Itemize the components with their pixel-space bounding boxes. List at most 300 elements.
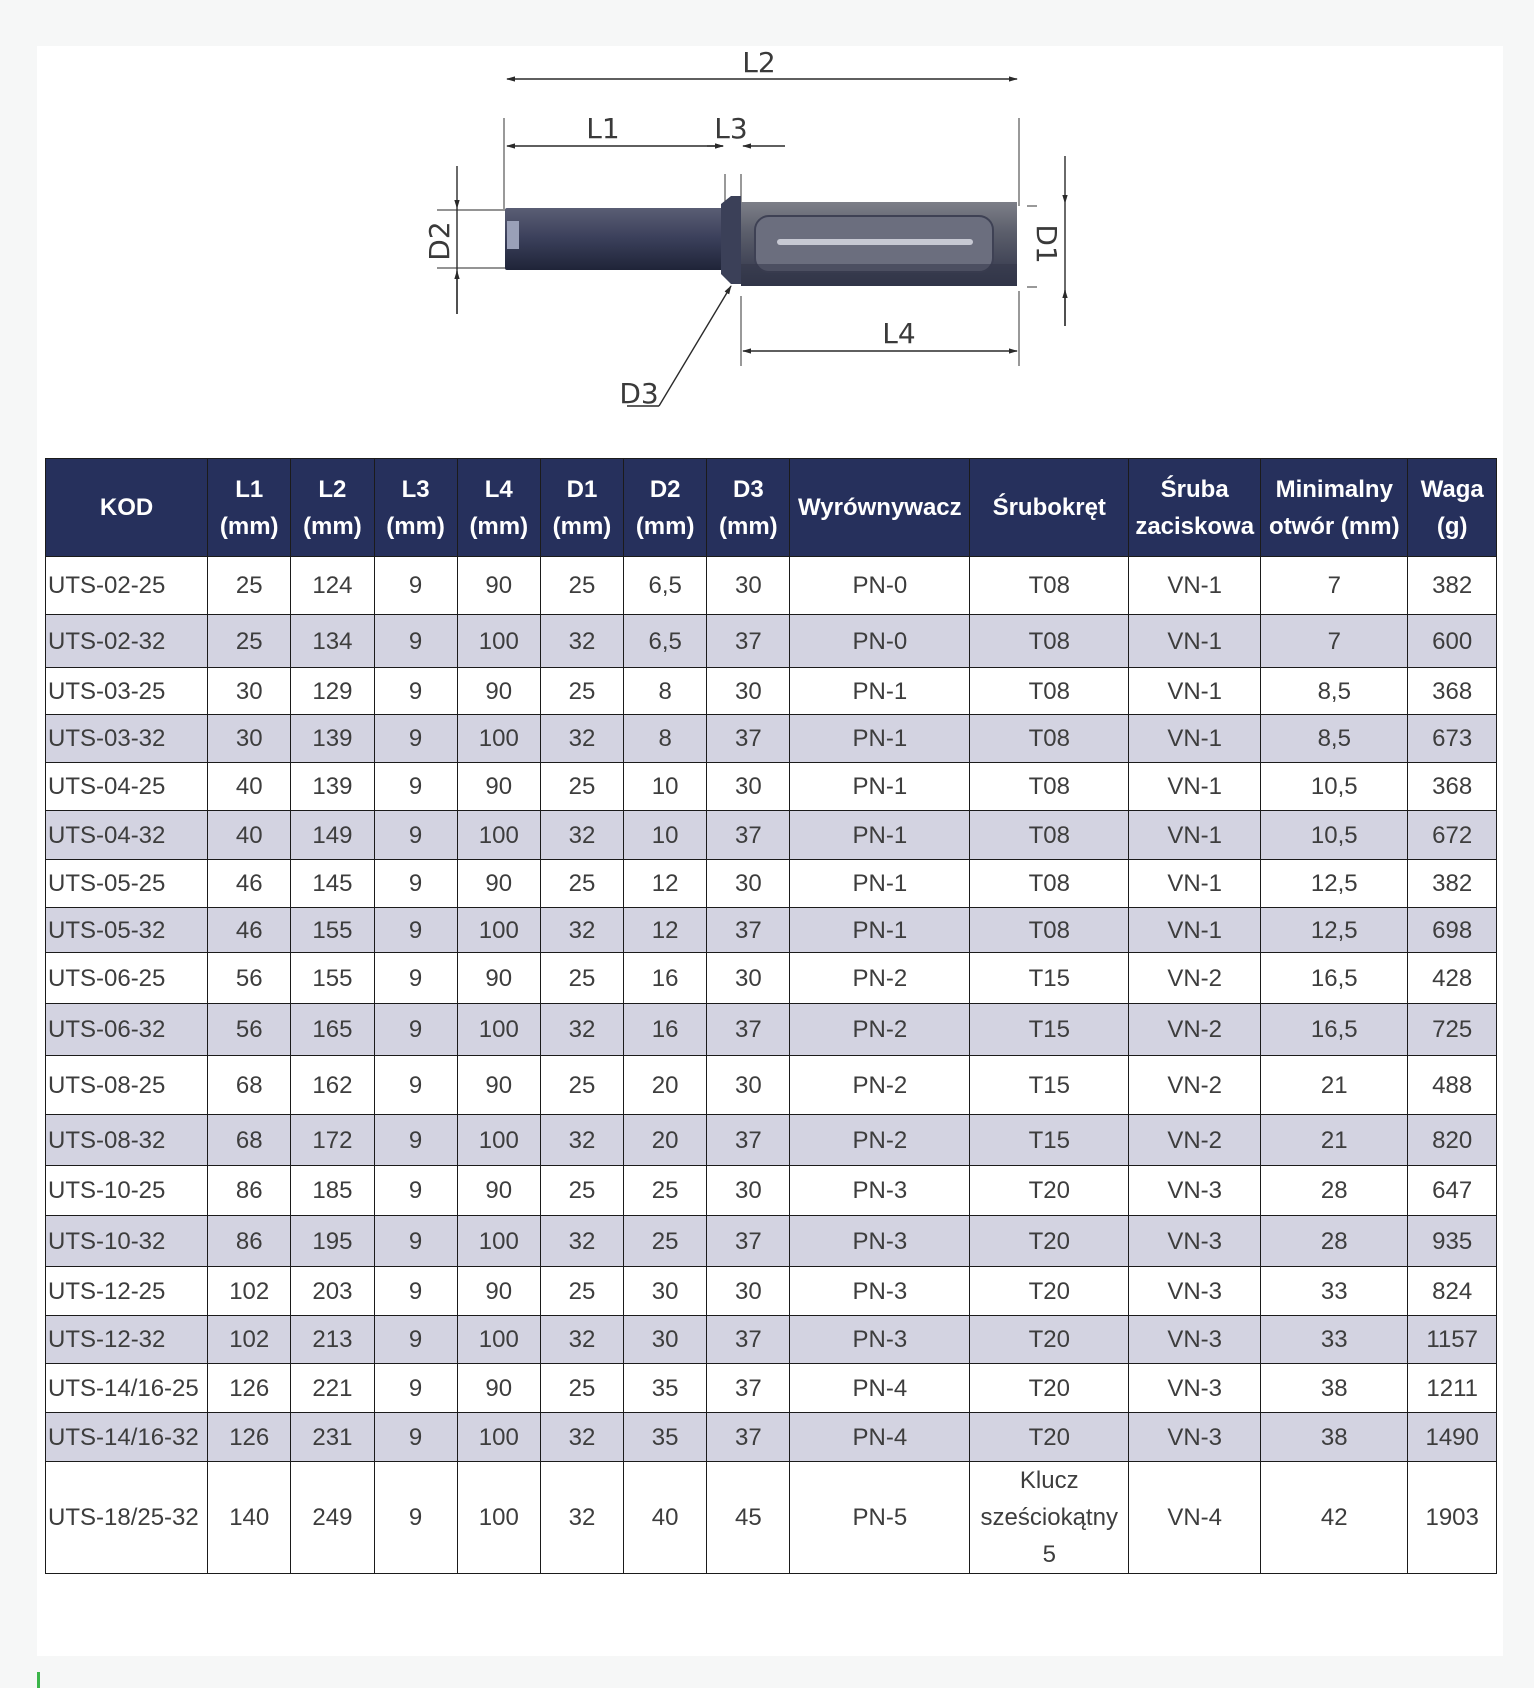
table-row bbox=[46, 908, 1497, 953]
header-sruba-zaciskowa bbox=[1129, 459, 1261, 557]
cell-l2: 139 bbox=[291, 763, 374, 811]
cell-l4: 90 bbox=[457, 1267, 540, 1316]
cell-d3: 37 bbox=[707, 1316, 790, 1364]
cell-d1: 32 bbox=[540, 615, 623, 668]
cell-sruba-zaciskowa: VN-3 bbox=[1129, 1166, 1261, 1216]
cell-srubokret: T20 bbox=[970, 1413, 1129, 1462]
cell-waga: 488 bbox=[1408, 1056, 1497, 1115]
cell-srubokret: T20 bbox=[970, 1267, 1129, 1316]
header-d2 bbox=[624, 459, 707, 557]
cell-sruba-zaciskowa: VN-1 bbox=[1129, 811, 1261, 860]
cell-waga: 382 bbox=[1408, 860, 1497, 908]
cell-l3: 9 bbox=[374, 1115, 457, 1166]
cell-d2: 30 bbox=[624, 1267, 707, 1316]
label-d1: D1 bbox=[1030, 224, 1063, 264]
cell-l1: 56 bbox=[208, 953, 291, 1004]
header-text: (mm) bbox=[552, 512, 612, 540]
cell-kod: UTS-05-32 bbox=[46, 908, 208, 953]
cell-srubokret: Klucz sześciokątny 5 bbox=[970, 1462, 1129, 1574]
table-row bbox=[46, 615, 1497, 668]
cell-sruba-zaciskowa: VN-3 bbox=[1129, 1413, 1261, 1462]
cell-minimalny-otwor: 42 bbox=[1261, 1462, 1408, 1574]
cell-l2: 165 bbox=[291, 1004, 374, 1056]
cell-wyrownywacz: PN-3 bbox=[790, 1216, 970, 1267]
cell-sruba-zaciskowa: VN-1 bbox=[1129, 763, 1261, 811]
cell-waga: 428 bbox=[1408, 953, 1497, 1004]
table-row bbox=[46, 557, 1497, 615]
cell-d2: 20 bbox=[624, 1056, 707, 1115]
cell-minimalny-otwor: 7 bbox=[1261, 557, 1408, 615]
cell-l2: 134 bbox=[291, 615, 374, 668]
cell-d3: 30 bbox=[707, 1056, 790, 1115]
cell-l3: 9 bbox=[374, 908, 457, 953]
cell-minimalny-otwor: 33 bbox=[1261, 1267, 1408, 1316]
cell-d2: 30 bbox=[624, 1316, 707, 1364]
cell-d3: 30 bbox=[707, 668, 790, 715]
cell-wyrownywacz: PN-2 bbox=[790, 1115, 970, 1166]
cell-minimalny-otwor: 33 bbox=[1261, 1316, 1408, 1364]
cell-minimalny-otwor: 38 bbox=[1261, 1364, 1408, 1413]
header-text: D3 bbox=[733, 475, 764, 503]
cell-minimalny-otwor: 7 bbox=[1261, 615, 1408, 668]
cell-d1: 32 bbox=[540, 715, 623, 763]
cell-minimalny-otwor: 38 bbox=[1261, 1413, 1408, 1462]
cell-srubokret: T08 bbox=[970, 668, 1129, 715]
cell-sruba-zaciskowa: VN-1 bbox=[1129, 615, 1261, 668]
cell-waga: 368 bbox=[1408, 668, 1497, 715]
cell-d2: 12 bbox=[624, 908, 707, 953]
tool-dimension-diagram bbox=[37, 46, 1503, 456]
cell-kod: UTS-10-25 bbox=[46, 1166, 208, 1216]
cell-sruba-zaciskowa: VN-2 bbox=[1129, 1004, 1261, 1056]
cell-l1: 86 bbox=[208, 1166, 291, 1216]
cell-d2: 25 bbox=[624, 1166, 707, 1216]
cell-l3: 9 bbox=[374, 1267, 457, 1316]
cell-l1: 25 bbox=[208, 557, 291, 615]
header-text: Minimalny bbox=[1275, 475, 1393, 503]
cell-kod: UTS-05-25 bbox=[46, 860, 208, 908]
cell-kod: UTS-14/16-25 bbox=[46, 1364, 208, 1413]
cell-kod: UTS-08-32 bbox=[46, 1115, 208, 1166]
cell-waga: 673 bbox=[1408, 715, 1497, 763]
cell-l1: 126 bbox=[208, 1364, 291, 1413]
cell-srubokret: T15 bbox=[970, 953, 1129, 1004]
cell-waga: 1157 bbox=[1408, 1316, 1497, 1364]
cell-l1: 86 bbox=[208, 1216, 291, 1267]
cell-minimalny-otwor: 16,5 bbox=[1261, 1004, 1408, 1056]
cell-minimalny-otwor: 10,5 bbox=[1261, 811, 1408, 860]
header-text: (mm) bbox=[219, 512, 279, 540]
cell-l3: 9 bbox=[374, 1166, 457, 1216]
cell-wyrownywacz: PN-5 bbox=[790, 1462, 970, 1574]
cell-d2: 35 bbox=[624, 1364, 707, 1413]
cell-d1: 25 bbox=[540, 860, 623, 908]
cell-waga: 1211 bbox=[1408, 1364, 1497, 1413]
cell-l4: 100 bbox=[457, 715, 540, 763]
cell-l1: 102 bbox=[208, 1316, 291, 1364]
header-minimalny-otwor bbox=[1261, 459, 1408, 557]
cell-l1: 46 bbox=[208, 908, 291, 953]
cell-kod: UTS-12-25 bbox=[46, 1267, 208, 1316]
cell-d3: 37 bbox=[707, 908, 790, 953]
cell-waga: 725 bbox=[1408, 1004, 1497, 1056]
table-row bbox=[46, 860, 1497, 908]
cell-l3: 9 bbox=[374, 763, 457, 811]
cell-l4: 90 bbox=[457, 763, 540, 811]
cell-l3: 9 bbox=[374, 1462, 457, 1574]
label-l2: L2 bbox=[742, 46, 776, 79]
cell-wyrownywacz: PN-1 bbox=[790, 715, 970, 763]
cell-wyrownywacz: PN-2 bbox=[790, 953, 970, 1004]
header-text: Śrubokręt bbox=[992, 494, 1106, 521]
content-card bbox=[37, 46, 1503, 1656]
cell-wyrownywacz: PN-1 bbox=[790, 763, 970, 811]
cell-l2: 162 bbox=[291, 1056, 374, 1115]
label-l4: L4 bbox=[882, 317, 916, 350]
cell-l4: 100 bbox=[457, 1316, 540, 1364]
label-d2: D2 bbox=[423, 221, 456, 261]
cell-minimalny-otwor: 12,5 bbox=[1261, 908, 1408, 953]
cell-l4: 100 bbox=[457, 908, 540, 953]
header-text: (mm) bbox=[719, 512, 778, 540]
cell-l4: 90 bbox=[457, 1364, 540, 1413]
cell-d2: 20 bbox=[624, 1115, 707, 1166]
cell-d2: 16 bbox=[624, 953, 707, 1004]
cell-l2: 231 bbox=[291, 1413, 374, 1462]
cell-kod: UTS-02-25 bbox=[46, 557, 208, 615]
table-row bbox=[46, 763, 1497, 811]
cell-d1: 32 bbox=[540, 1004, 623, 1056]
cell-wyrownywacz: PN-1 bbox=[790, 908, 970, 953]
cell-wyrownywacz: PN-1 bbox=[790, 860, 970, 908]
cell-d2: 10 bbox=[624, 763, 707, 811]
cell-l2: 195 bbox=[291, 1216, 374, 1267]
cell-waga: 824 bbox=[1408, 1267, 1497, 1316]
cell-l3: 9 bbox=[374, 1364, 457, 1413]
cell-srubokret: T08 bbox=[970, 557, 1129, 615]
header-text: (g) bbox=[1436, 512, 1468, 540]
cell-l4: 100 bbox=[457, 615, 540, 668]
label-d3: D3 bbox=[619, 377, 659, 410]
cell-srubokret: T08 bbox=[970, 715, 1129, 763]
specification-table bbox=[45, 458, 1497, 1574]
technical-drawing bbox=[37, 46, 1503, 456]
cell-d3: 45 bbox=[707, 1462, 790, 1574]
cell-l3: 9 bbox=[374, 1216, 457, 1267]
cell-l2: 129 bbox=[291, 668, 374, 715]
cell-d2: 40 bbox=[624, 1462, 707, 1574]
cell-l1: 40 bbox=[208, 763, 291, 811]
cell-d2: 35 bbox=[624, 1413, 707, 1462]
cell-d3: 37 bbox=[707, 1115, 790, 1166]
cell-d1: 25 bbox=[540, 1364, 623, 1413]
cell-d3: 37 bbox=[707, 1413, 790, 1462]
cell-sruba-zaciskowa: VN-1 bbox=[1129, 557, 1261, 615]
cell-d2: 16 bbox=[624, 1004, 707, 1056]
header-wyrownywacz bbox=[790, 459, 970, 557]
cell-d2: 10 bbox=[624, 811, 707, 860]
table-row bbox=[46, 811, 1497, 860]
cell-wyrownywacz: PN-2 bbox=[790, 1056, 970, 1115]
table-row bbox=[46, 1004, 1497, 1056]
cell-l1: 25 bbox=[208, 615, 291, 668]
table-row bbox=[46, 1216, 1497, 1267]
cell-srubokret: T15 bbox=[970, 1056, 1129, 1115]
cell-d3: 37 bbox=[707, 1216, 790, 1267]
cell-l2: 124 bbox=[291, 557, 374, 615]
cell-kod: UTS-12-32 bbox=[46, 1316, 208, 1364]
cell-l4: 100 bbox=[457, 1115, 540, 1166]
header-l3 bbox=[374, 459, 457, 557]
cell-d2: 8 bbox=[624, 715, 707, 763]
table-row bbox=[46, 953, 1497, 1004]
cell-wyrownywacz: PN-3 bbox=[790, 1316, 970, 1364]
cell-sruba-zaciskowa: VN-2 bbox=[1129, 1115, 1261, 1166]
cell-d2: 25 bbox=[624, 1216, 707, 1267]
table-row bbox=[46, 1364, 1497, 1413]
cell-l2: 139 bbox=[291, 715, 374, 763]
cell-sruba-zaciskowa: VN-1 bbox=[1129, 715, 1261, 763]
cell-minimalny-otwor: 28 bbox=[1261, 1216, 1408, 1267]
cell-sruba-zaciskowa: VN-3 bbox=[1129, 1364, 1261, 1413]
header-text: (mm) bbox=[303, 512, 362, 540]
cell-d2: 6,5 bbox=[624, 557, 707, 615]
cell-d1: 25 bbox=[540, 557, 623, 615]
table-row bbox=[46, 1316, 1497, 1364]
header-l2 bbox=[291, 459, 374, 557]
cell-d3: 37 bbox=[707, 1004, 790, 1056]
cell-minimalny-otwor: 16,5 bbox=[1261, 953, 1408, 1004]
cell-kod: UTS-02-32 bbox=[46, 615, 208, 668]
cell-srubokret: T20 bbox=[970, 1166, 1129, 1216]
cell-sruba-zaciskowa: VN-3 bbox=[1129, 1267, 1261, 1316]
cell-waga: 698 bbox=[1408, 908, 1497, 953]
table-row bbox=[46, 1462, 1497, 1574]
cell-sruba-zaciskowa: VN-1 bbox=[1129, 908, 1261, 953]
cell-d1: 25 bbox=[540, 953, 623, 1004]
cell-l1: 102 bbox=[208, 1267, 291, 1316]
cell-d3: 30 bbox=[707, 1267, 790, 1316]
cell-l3: 9 bbox=[374, 1056, 457, 1115]
cell-l2: 145 bbox=[291, 860, 374, 908]
cell-l1: 46 bbox=[208, 860, 291, 908]
header-text: D2 bbox=[649, 475, 681, 503]
cell-kod: UTS-10-32 bbox=[46, 1216, 208, 1267]
cell-wyrownywacz: PN-3 bbox=[790, 1267, 970, 1316]
accent-bar bbox=[37, 1672, 40, 1688]
cell-waga: 1490 bbox=[1408, 1413, 1497, 1462]
cell-minimalny-otwor: 8,5 bbox=[1261, 715, 1408, 763]
cell-l1: 30 bbox=[208, 668, 291, 715]
cell-sruba-zaciskowa: VN-3 bbox=[1129, 1216, 1261, 1267]
cell-d1: 25 bbox=[540, 1267, 623, 1316]
cell-minimalny-otwor: 21 bbox=[1261, 1056, 1408, 1115]
cell-kod: UTS-03-32 bbox=[46, 715, 208, 763]
cell-d3: 37 bbox=[707, 615, 790, 668]
cell-waga: 382 bbox=[1408, 557, 1497, 615]
cell-l1: 56 bbox=[208, 1004, 291, 1056]
cell-l2: 203 bbox=[291, 1267, 374, 1316]
cell-d3: 30 bbox=[707, 860, 790, 908]
cell-minimalny-otwor: 10,5 bbox=[1261, 763, 1408, 811]
cell-l4: 90 bbox=[457, 860, 540, 908]
cell-sruba-zaciskowa: VN-2 bbox=[1129, 953, 1261, 1004]
cell-srubokret: T20 bbox=[970, 1216, 1129, 1267]
cell-kod: UTS-06-32 bbox=[46, 1004, 208, 1056]
cell-kod: UTS-06-25 bbox=[46, 953, 208, 1004]
cell-l2: 249 bbox=[291, 1462, 374, 1574]
header-kod bbox=[46, 459, 208, 557]
cell-d3: 30 bbox=[707, 1166, 790, 1216]
label-l3: L3 bbox=[714, 112, 748, 145]
table-row bbox=[46, 1115, 1497, 1166]
cell-d2: 6,5 bbox=[624, 615, 707, 668]
cell-l4: 100 bbox=[457, 811, 540, 860]
cell-l3: 9 bbox=[374, 715, 457, 763]
cell-l2: 185 bbox=[291, 1166, 374, 1216]
cell-l2: 221 bbox=[291, 1364, 374, 1413]
table-body bbox=[46, 557, 1497, 1574]
cell-kod: UTS-08-25 bbox=[46, 1056, 208, 1115]
cell-srubokret: T08 bbox=[970, 763, 1129, 811]
header-text: L1 bbox=[235, 475, 264, 503]
header-text: D1 bbox=[566, 475, 598, 503]
cell-waga: 820 bbox=[1408, 1115, 1497, 1166]
cell-kod: UTS-03-25 bbox=[46, 668, 208, 715]
header-l1 bbox=[208, 459, 291, 557]
cell-minimalny-otwor: 8,5 bbox=[1261, 668, 1408, 715]
cell-d1: 32 bbox=[540, 1216, 623, 1267]
cell-srubokret: T08 bbox=[970, 615, 1129, 668]
table-row bbox=[46, 1413, 1497, 1462]
cell-d1: 25 bbox=[540, 1056, 623, 1115]
cell-l1: 68 bbox=[208, 1056, 291, 1115]
cell-minimalny-otwor: 12,5 bbox=[1261, 860, 1408, 908]
cell-l3: 9 bbox=[374, 953, 457, 1004]
cell-d1: 32 bbox=[540, 1115, 623, 1166]
cell-d3: 37 bbox=[707, 715, 790, 763]
cell-l1: 40 bbox=[208, 811, 291, 860]
cell-wyrownywacz: PN-4 bbox=[790, 1413, 970, 1462]
cell-wyrownywacz: PN-3 bbox=[790, 1166, 970, 1216]
table-header-row bbox=[46, 459, 1497, 557]
cell-waga: 1903 bbox=[1408, 1462, 1497, 1574]
cell-d2: 8 bbox=[624, 668, 707, 715]
cell-d3: 37 bbox=[707, 811, 790, 860]
header-text: otwór (mm) bbox=[1268, 512, 1400, 540]
header-text: (mm) bbox=[386, 512, 445, 540]
header-text: L3 bbox=[401, 475, 430, 503]
cell-l1: 68 bbox=[208, 1115, 291, 1166]
cell-waga: 672 bbox=[1408, 811, 1497, 860]
cell-d1: 32 bbox=[540, 1462, 623, 1574]
cell-l4: 90 bbox=[457, 668, 540, 715]
cell-waga: 600 bbox=[1408, 615, 1497, 668]
cell-l4: 90 bbox=[457, 1166, 540, 1216]
header-d1 bbox=[540, 459, 623, 557]
table-row bbox=[46, 1056, 1497, 1115]
cell-d1: 25 bbox=[540, 668, 623, 715]
header-text: L4 bbox=[484, 475, 513, 503]
cell-wyrownywacz: PN-1 bbox=[790, 811, 970, 860]
cell-sruba-zaciskowa: VN-4 bbox=[1129, 1462, 1261, 1574]
cell-d1: 32 bbox=[540, 1413, 623, 1462]
header-l4 bbox=[457, 459, 540, 557]
cell-l2: 149 bbox=[291, 811, 374, 860]
cell-l4: 100 bbox=[457, 1216, 540, 1267]
cell-wyrownywacz: PN-4 bbox=[790, 1364, 970, 1413]
cell-l2: 155 bbox=[291, 953, 374, 1004]
header-d3 bbox=[707, 459, 790, 557]
cell-d3: 37 bbox=[707, 1364, 790, 1413]
cell-waga: 935 bbox=[1408, 1216, 1497, 1267]
cell-l2: 155 bbox=[291, 908, 374, 953]
cell-l3: 9 bbox=[374, 557, 457, 615]
cell-sruba-zaciskowa: VN-1 bbox=[1129, 668, 1261, 715]
cell-l4: 90 bbox=[457, 557, 540, 615]
label-l1: L1 bbox=[586, 112, 620, 145]
cell-l1: 30 bbox=[208, 715, 291, 763]
cell-l1: 126 bbox=[208, 1413, 291, 1462]
cell-l4: 100 bbox=[457, 1004, 540, 1056]
header-srubokret bbox=[970, 459, 1129, 557]
header-text: (mm) bbox=[469, 512, 529, 540]
cell-srubokret: T08 bbox=[970, 908, 1129, 953]
cell-srubokret: T20 bbox=[970, 1316, 1129, 1364]
cell-l4: 90 bbox=[457, 1056, 540, 1115]
cell-l2: 213 bbox=[291, 1316, 374, 1364]
cell-sruba-zaciskowa: VN-1 bbox=[1129, 860, 1261, 908]
cell-d3: 30 bbox=[707, 557, 790, 615]
cell-sruba-zaciskowa: VN-3 bbox=[1129, 1316, 1261, 1364]
cell-d3: 30 bbox=[707, 953, 790, 1004]
cell-l3: 9 bbox=[374, 860, 457, 908]
cell-l4: 100 bbox=[457, 1413, 540, 1462]
cell-waga: 368 bbox=[1408, 763, 1497, 811]
cell-kod: UTS-18/25-32 bbox=[46, 1462, 208, 1574]
table-row bbox=[46, 715, 1497, 763]
cell-l3: 9 bbox=[374, 668, 457, 715]
header-waga bbox=[1408, 459, 1497, 557]
cell-wyrownywacz: PN-2 bbox=[790, 1004, 970, 1056]
tool-body bbox=[505, 196, 1017, 286]
cell-kod: UTS-14/16-32 bbox=[46, 1413, 208, 1462]
header-text: Wyrównywacz bbox=[798, 494, 962, 521]
cell-l3: 9 bbox=[374, 1316, 457, 1364]
header-text: (mm) bbox=[635, 512, 695, 540]
cell-d1: 32 bbox=[540, 1316, 623, 1364]
cell-l3: 9 bbox=[374, 615, 457, 668]
cell-d1: 25 bbox=[540, 763, 623, 811]
header-text: zaciskowa bbox=[1135, 512, 1255, 540]
cell-l1: 140 bbox=[208, 1462, 291, 1574]
cell-d2: 12 bbox=[624, 860, 707, 908]
cell-srubokret: T08 bbox=[970, 811, 1129, 860]
cell-kod: UTS-04-32 bbox=[46, 811, 208, 860]
cell-d3: 30 bbox=[707, 763, 790, 811]
cell-wyrownywacz: PN-0 bbox=[790, 557, 970, 615]
cell-l3: 9 bbox=[374, 1004, 457, 1056]
cell-l4: 90 bbox=[457, 953, 540, 1004]
cell-wyrownywacz: PN-0 bbox=[790, 615, 970, 668]
header-text: Waga bbox=[1420, 475, 1484, 503]
cell-l3: 9 bbox=[374, 1413, 457, 1462]
cell-l4: 100 bbox=[457, 1462, 540, 1574]
cell-waga: 647 bbox=[1408, 1166, 1497, 1216]
cell-minimalny-otwor: 28 bbox=[1261, 1166, 1408, 1216]
cell-d1: 32 bbox=[540, 811, 623, 860]
cell-wyrownywacz: PN-1 bbox=[790, 668, 970, 715]
